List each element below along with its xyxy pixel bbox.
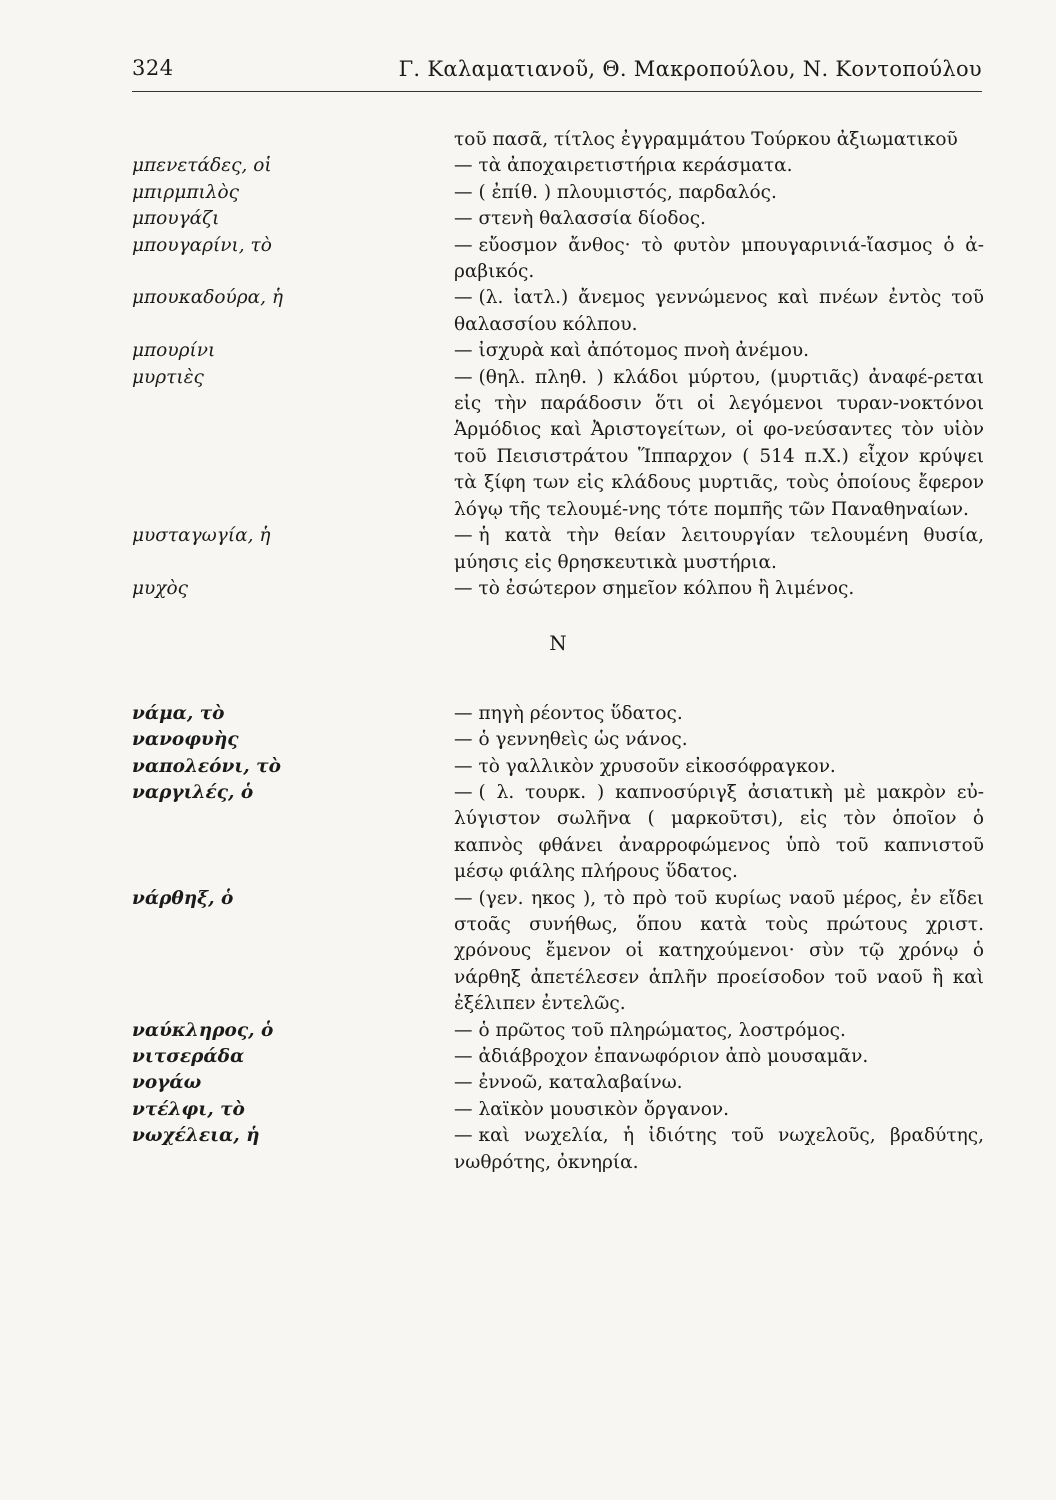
- em-dash: —: [454, 340, 473, 362]
- entries-n: [132, 701, 984, 1176]
- definition-text: ( ἐπίθ. ) πλουμιστός, παρδαλός.: [478, 181, 777, 203]
- glossary-entry: [132, 576, 984, 602]
- glossary-entry: [132, 180, 984, 206]
- entry-definition: [454, 1097, 984, 1123]
- definition-text: (γεν. ηκος ), τὸ πρὸ τοῦ κυρίως ναοῦ μέρος, ἐν εἴδει στοᾶς συνήθως, ὅπου κατὰ τοὺς πρώτους χριστ. χρόνους ἔμενον οἱ κατηχούμενοι· σὺν τῷ χρόνῳ ὁ νάρθηξ ἀπετέλεσεν ἁπλῆν προείσοδον τοῦ ναοῦ ἢ καὶ ἐξέλιπεν ἐντελῶς.: [454, 887, 984, 1015]
- definition-text: καὶ νωχελία, ἡ ἰδιότης τοῦ νωχελοῦς, βραδύτης, νωθρότης, ὀκνηρία.: [454, 1125, 984, 1173]
- definition-text: (θηλ. πληθ. ) κλάδοι μύρτου, (μυρτιᾶς) ἀναφέ-ρεται εἰς τὴν παράδοσιν ὅτι οἱ λεγόμενοι τυραν-νοκτόνοι Ἁρμόδιος καὶ Ἀριστογείτων, οἱ φο-νεύσαντες τὸν υἱὸν τοῦ Πεισιστράτου Ἵππαρχον ( 514 π.Χ.) εἶχον κρύψει τὰ ξίφη των εἰς κλάδους μυρτιᾶς, τοὺς ὁποίους ἔφερον λόγῳ τῆς τελουμέ-νης τότε πομπῆς τῶν Παναθηναίων.: [454, 366, 984, 520]
- entry-definition: [454, 1044, 984, 1070]
- glossary-entry: [132, 1123, 984, 1176]
- entry-definition: [454, 233, 984, 286]
- entry-lemma: νογάω: [132, 1072, 202, 1094]
- glossary-entry: [132, 153, 984, 179]
- entry-definition: [454, 780, 984, 886]
- entry-lemma: νανοφυὴς: [132, 729, 239, 751]
- entry-lemma: ναπολεόνι, τὸ: [132, 755, 281, 777]
- glossary-entry: [132, 523, 984, 576]
- definition-text: στενὴ θαλασσία δίοδος.: [478, 208, 706, 230]
- section-letter: Ν: [549, 631, 567, 656]
- em-dash: —: [454, 887, 473, 909]
- definition-text: ὁ γεννηθεὶς ὡς νάνος.: [478, 729, 688, 751]
- em-dash: —: [454, 366, 473, 388]
- glossary-entry: [132, 701, 984, 727]
- entry-lemma: νιτσεράδα: [132, 1046, 245, 1067]
- entry-lemma: μπουκαδούρα, ἡ: [132, 287, 283, 309]
- entry-definition: [454, 523, 984, 576]
- entry-definition: [454, 727, 984, 753]
- definition-text: (λ. ἰατλ.) ἄνεμος γεννώμενος καὶ πνέων ἐντὸς τοῦ θαλασσίου κόλπου.: [454, 287, 984, 335]
- entry-lemma: μπενετάδες, οἱ: [132, 155, 272, 177]
- em-dash: —: [454, 181, 473, 203]
- em-dash: —: [454, 1098, 473, 1120]
- em-dash: —: [454, 234, 473, 256]
- em-dash: —: [454, 1046, 473, 1067]
- em-dash: —: [454, 287, 473, 309]
- page-number: 324: [132, 56, 174, 80]
- entry-definition: [454, 285, 984, 338]
- entry-definition: [454, 338, 984, 364]
- definition-text: τὸ γαλλικὸν χρυσοῦν εἰκοσόφραγκον.: [478, 755, 836, 777]
- em-dash: —: [454, 1125, 473, 1147]
- entry-definition: [454, 1123, 984, 1176]
- entry-lemma: μπουρίνι: [132, 340, 216, 362]
- glossary-entry: [132, 727, 984, 753]
- glossary-entry: [132, 886, 984, 1018]
- entry-lemma: νάρθηξ, ὁ: [132, 887, 234, 909]
- em-dash: —: [454, 781, 473, 803]
- em-dash: —: [454, 1072, 473, 1094]
- em-dash: —: [454, 1019, 473, 1041]
- entry-lemma: νωχέλεια, ἡ: [132, 1125, 260, 1147]
- em-dash: —: [454, 208, 473, 230]
- glossary-entry: [132, 338, 984, 364]
- definition-text: πηγὴ ρέοντος ὕδατος.: [478, 702, 683, 724]
- entry-lemma: ναργιλές, ὁ: [132, 781, 254, 803]
- em-dash: —: [454, 755, 473, 777]
- entry-definition: [454, 754, 984, 780]
- entry-lemma: μυρτιὲς: [132, 366, 204, 388]
- em-dash: —: [454, 577, 473, 599]
- glossary-entry: [132, 1018, 984, 1044]
- entry-lemma: ντέλφι, τὸ: [132, 1098, 245, 1120]
- definition-text: ( λ. τουρκ. ) καπνοσύριγξ ἀσιατικὴ μὲ μακρὸν εὐ-λύγιστον σωλῆνα ( μαρκοῦτσι), εἰς τὸν ὁποῖον ὁ καπνὸς φθάνει ἀναρροφώμενος ὑπὸ τοῦ καπνιστοῦ μέσῳ φιάλης πλήρους ὕδατος.: [454, 781, 984, 883]
- entry-definition: [454, 886, 984, 1018]
- definition-text: ἀδιάβροχον ἐπανωφόριον ἀπὸ μουσαμᾶν.: [478, 1046, 869, 1067]
- glossary-entry: [132, 233, 984, 286]
- entry-definition: [454, 701, 984, 727]
- entry-definition: [454, 153, 984, 179]
- glossary-entry: [132, 365, 984, 523]
- entry-definition: [454, 180, 984, 206]
- entry-definition: [454, 576, 984, 602]
- entry-lemma: νάμα, τὸ: [132, 702, 225, 724]
- running-head: Γ. Καλαματιανοῦ, Θ. Μακροπούλου, Ν. Κοντοπούλου: [398, 57, 982, 81]
- header-rule: [132, 91, 982, 92]
- entry-lemma: μπιρμπιλὸς: [132, 181, 239, 203]
- definition-text: λαϊκὸν μουσικὸν ὄργανον.: [478, 1098, 729, 1120]
- definition-text: εὔοσμον ἄνθος· τὸ φυτὸν μπουγαρινιά-ἴασμος ὁ ἀ-ραβικός.: [454, 234, 984, 283]
- glossary-entry: [132, 780, 984, 886]
- entries-m: [132, 153, 984, 602]
- em-dash: —: [454, 702, 473, 724]
- definition-text: ἐννοῶ, καταλαβαίνω.: [478, 1072, 683, 1094]
- definition-text: τὰ ἀποχαιρετιστήρια κεράσματα.: [478, 155, 793, 177]
- definition-text: τὸ ἐσώτερον σημεῖον κόλπου ἢ λιμένος.: [478, 577, 855, 599]
- glossary-entry: [132, 754, 984, 780]
- em-dash: —: [454, 525, 473, 547]
- continuation-text: τοῦ πασᾶ, τίτλος ἐγγραμμάτου Τούρκου ἀξιωματικοῦ: [454, 129, 958, 150]
- glossary-entry: [132, 206, 984, 232]
- entry-lemma: μπουγαρίνι, τὸ: [132, 234, 272, 256]
- continuation-entry: [132, 127, 984, 153]
- entry-lemma: μυσταγωγία, ἡ: [132, 525, 271, 547]
- entry-lemma: μπουγάζι: [132, 208, 220, 230]
- entry-lemma: ναύκληρος, ὁ: [132, 1019, 274, 1041]
- em-dash: —: [454, 729, 473, 751]
- entry-definition: [454, 1018, 984, 1044]
- definition-text: ἡ κατὰ τὴν θείαν λειτουργίαν τελουμένη θυσία, μύησις εἰς θρησκευτικὰ μυστήρια.: [454, 525, 984, 573]
- glossary-entry: [132, 285, 984, 338]
- em-dash: —: [454, 155, 473, 177]
- definition-text: ὁ πρῶτος τοῦ πληρώματος, λοστρόμος.: [478, 1019, 846, 1041]
- entry-definition: [454, 365, 984, 523]
- entry-lemma: μυχὸς: [132, 577, 188, 599]
- entry-definition: [454, 206, 984, 232]
- definition-text: ἰσχυρὰ καὶ ἀπότομος πνοὴ ἀνέμου.: [478, 340, 809, 362]
- glossary-entry: [132, 1097, 984, 1123]
- entry-definition: [454, 1070, 984, 1096]
- glossary-entry: [132, 1070, 984, 1096]
- glossary-content: [132, 127, 984, 1176]
- glossary-entry: [132, 1044, 984, 1070]
